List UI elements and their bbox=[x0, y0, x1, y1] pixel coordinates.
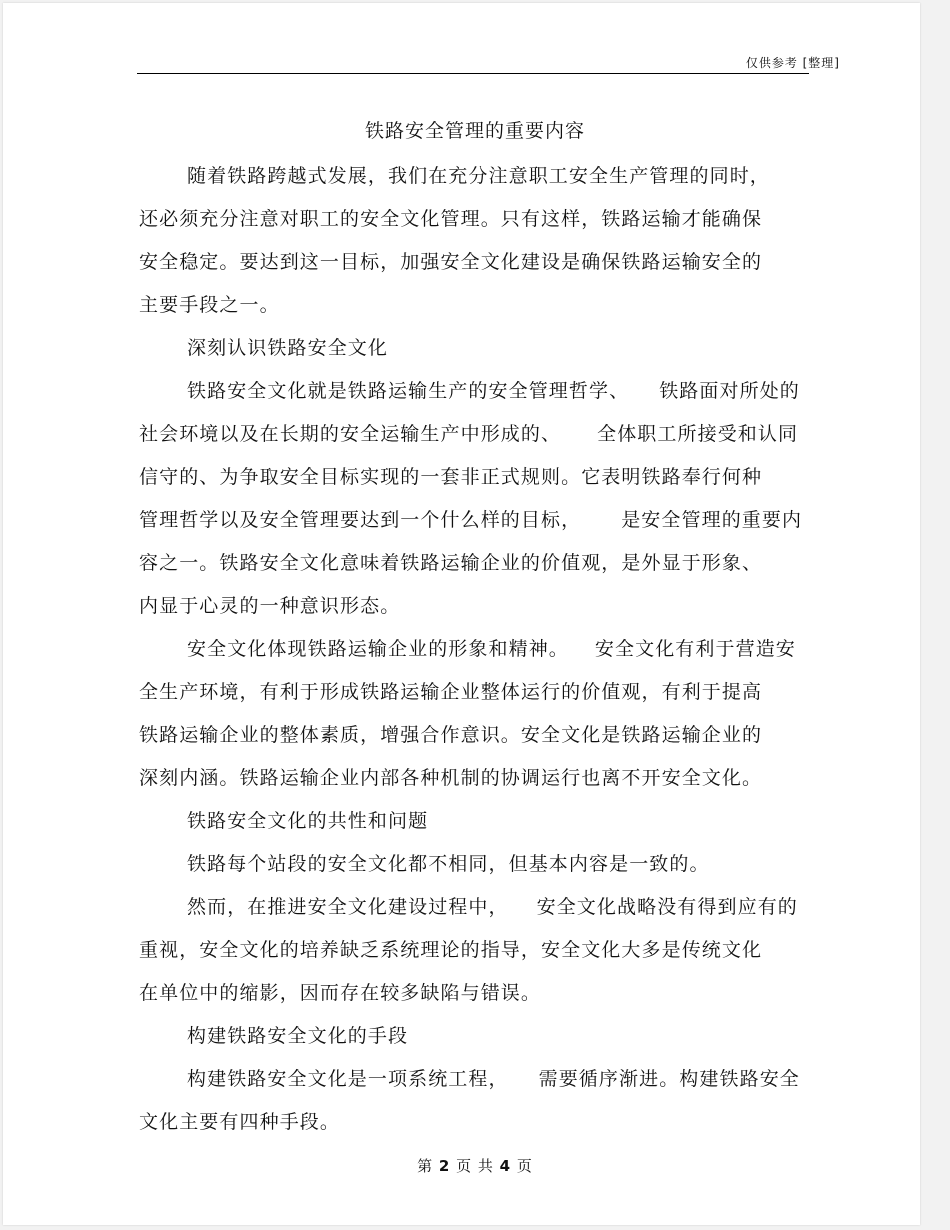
page-footer bbox=[0, 1155, 950, 1176]
footer-middle: 页 共 bbox=[456, 1157, 494, 1175]
body-line bbox=[187, 161, 770, 188]
line-segment: 重视，安全文化的培养缺乏系统理论的指导，安全文化大多是传统文化 bbox=[139, 939, 763, 961]
line-segment: 构建铁路安全文化的手段 bbox=[187, 1025, 409, 1047]
line-segment: 还必须充分注意对职工的安全文化管理。只有这样，铁路运输才能确保 bbox=[139, 208, 763, 230]
body-line bbox=[187, 634, 796, 661]
body-line bbox=[139, 462, 762, 489]
line-segment: 安全文化有利于营造安 bbox=[594, 638, 796, 660]
body-line bbox=[139, 419, 798, 446]
line-segment: 主要手段之一。 bbox=[139, 294, 280, 316]
line-segment: 文化主要有四种手段。 bbox=[139, 1111, 341, 1133]
body-line bbox=[139, 763, 762, 790]
line-segment: 管理哲学以及安全管理要达到一个什么样的目标， bbox=[139, 509, 582, 531]
footer-total-pages: 4 bbox=[499, 1157, 512, 1175]
body-line bbox=[187, 849, 710, 876]
line-segment: 深刻认识铁路安全文化 bbox=[187, 337, 389, 359]
line-segment: 铁路安全文化就是铁路运输生产的安全管理哲学、 bbox=[187, 380, 630, 402]
line-segment: 内显于心灵的一种意识形态。 bbox=[139, 595, 401, 617]
line-segment: 铁路面对所处的 bbox=[659, 380, 800, 402]
line-segment: 然而，在推进安全文化建设过程中， bbox=[187, 896, 509, 918]
line-segment: 深刻内涵。铁路运输企业内部各种机制的协调运行也离不开安全文化。 bbox=[139, 767, 763, 789]
body-line bbox=[139, 548, 762, 575]
header-tag: 仅供参考 [整理] bbox=[745, 56, 840, 70]
body-line bbox=[139, 1107, 340, 1134]
line-segment: 容之一。铁路安全文化意味着铁路运输企业的价值观，是外显于形象、 bbox=[139, 552, 763, 574]
header-divider bbox=[137, 73, 809, 74]
line-segment: 全体职工所接受和认同 bbox=[597, 423, 799, 445]
body-line bbox=[139, 677, 762, 704]
footer-suffix: 页 bbox=[516, 1157, 533, 1175]
body-line bbox=[187, 333, 388, 360]
body-line bbox=[139, 505, 802, 532]
line-segment: 安全文化体现铁路运输企业的形象和精神。 bbox=[187, 638, 569, 660]
line-segment: 需要循序渐进。构建铁路安全 bbox=[538, 1068, 800, 1090]
line-segment: 安全文化战略没有得到应有的 bbox=[536, 896, 798, 918]
line-segment: 构建铁路安全文化是一项系统工程， bbox=[187, 1068, 509, 1090]
document-title: 铁路安全管理的重要内容 bbox=[364, 120, 585, 142]
line-segment: 社会环境以及在长期的安全运输生产中形成的、 bbox=[139, 423, 562, 445]
body-line bbox=[187, 892, 798, 919]
line-segment: 随着铁路跨越式发展，我们在充分注意职工安全生产管理的同时， bbox=[187, 165, 770, 187]
line-segment: 全生产环境，有利于形成铁路运输企业整体运行的价值观，有利于提高 bbox=[139, 681, 763, 703]
body-line bbox=[139, 720, 762, 747]
body-line bbox=[139, 591, 400, 618]
body-line bbox=[139, 247, 762, 274]
footer-current-page: 2 bbox=[438, 1157, 451, 1175]
footer-prefix: 第 bbox=[417, 1157, 434, 1175]
body-line bbox=[187, 376, 800, 403]
body-line bbox=[139, 290, 280, 317]
body-line bbox=[187, 1064, 800, 1091]
body-line bbox=[187, 806, 428, 833]
line-segment: 信守的、为争取安全目标实现的一套非正式规则。它表明铁路奉行何种 bbox=[139, 466, 763, 488]
line-segment: 铁路运输企业的整体素质，增强合作意识。安全文化是铁路运输企业的 bbox=[139, 724, 763, 746]
body-line bbox=[139, 978, 541, 1005]
line-segment: 在单位中的缩影，因而存在较多缺陷与错误。 bbox=[139, 982, 542, 1004]
body-line bbox=[139, 935, 762, 962]
body-line bbox=[187, 1021, 408, 1048]
line-segment: 是安全管理的重要内 bbox=[621, 509, 803, 531]
line-segment: 安全稳定。要达到这一目标，加强安全文化建设是确保铁路运输安全的 bbox=[139, 251, 763, 273]
body-line bbox=[139, 204, 762, 231]
line-segment: 铁路安全文化的共性和问题 bbox=[187, 810, 429, 832]
line-segment: 铁路每个站段的安全文化都不相同，但基本内容是一致的。 bbox=[187, 853, 710, 875]
